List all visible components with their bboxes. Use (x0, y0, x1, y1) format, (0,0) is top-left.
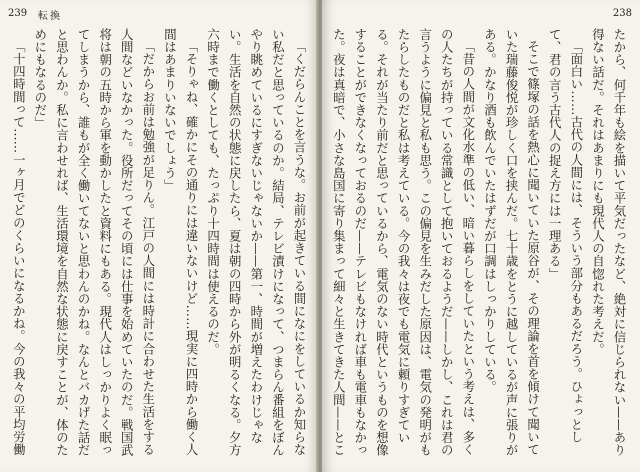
body-text (330, 28, 630, 458)
paragraph: 「そりゃね、確かにその通りには違いないけど……現実に四時から働く人間はあまりいないでしょう」 (162, 28, 200, 457)
paragraph: たから、何千年も絵を描いて平気だったなど、絶対に信じられない——あり得ない話だ。それはあまりにも現代人の自惚れた考えだ。 (590, 28, 627, 457)
paragraph: 「だからお前は勉強が足りん。江戸の人間には時計に合わせた生活をする人間などいなかった。役所だってその頃には仕事を始めていたのだ。戦国武将は朝の五時から軍を動かしたと資料にもある。現代人はしっかりよく眠ってしまうから、誰もが全く働いてないと思わんのかね。なんとバカげた話だと思わんか。私に言わせれば、生活環境を自然な状態に戻すことが、体のためにもなるのだ」 (32, 28, 156, 457)
paragraph: そこで篠塚の話を熱心に聞いていた原谷が、その理論を首を傾けて聞いていた瑞藤俊悦が珍しく口を挟んだ。七十歳をとうに越しているが声に張りがある。かなり酒も飲んでいたはずだが口調はしっかりしている。 (482, 28, 541, 457)
page-number: 238 (612, 8, 632, 19)
paragraph: 「くだらんことを言うな。お前が起きている間になにをしているか知らない私だと思っているのか。結局、テレビ漬けになって、つまらん番組をぼんやり眺めているにすぎないじゃないか——第一、時間が増えたわけじゃない。生活を自然の状態に戻したら、夏は朝の四時から外が明るくなる。夕方六時まで働くとしても、たっぷり十四時間は使えるのだ。 (205, 28, 307, 457)
running-header: 転換 (38, 11, 62, 22)
paragraph: 「昔の人間が文化水準の低い、暗い暮らしをしていたという考えは、多くの人たちが持っている常識として抱いておるようだ——しかし、これは君の言うように偏見と私も思う。この偏見を生みだした原因は、電気の発明がもたらしたものだと私は考えている。今の我々は夜でも電気に頼りすぎている。それが当たり前だと思っているから、電気のない時代というものを想像することができなくなっておるのだ——テレビもなければ車も電車もなかった。夜は真暗で、小さな島国に寄り集まって細々と生きてきた人間——とこ (331, 28, 476, 457)
left-page (0, 0, 318, 472)
page-number: 239 (8, 8, 28, 19)
right-page (322, 0, 640, 472)
paragraph: 「面白い……古代の人間には、そういう部分もあるだろう。ひょっとして、君の言う古代人の捉え方には一理ある」 (547, 28, 584, 444)
body-text (10, 28, 310, 458)
paragraph: 「十四時間って……一ヶ月でどのくらいになるかね。今の我々の平均労働 (11, 40, 27, 457)
